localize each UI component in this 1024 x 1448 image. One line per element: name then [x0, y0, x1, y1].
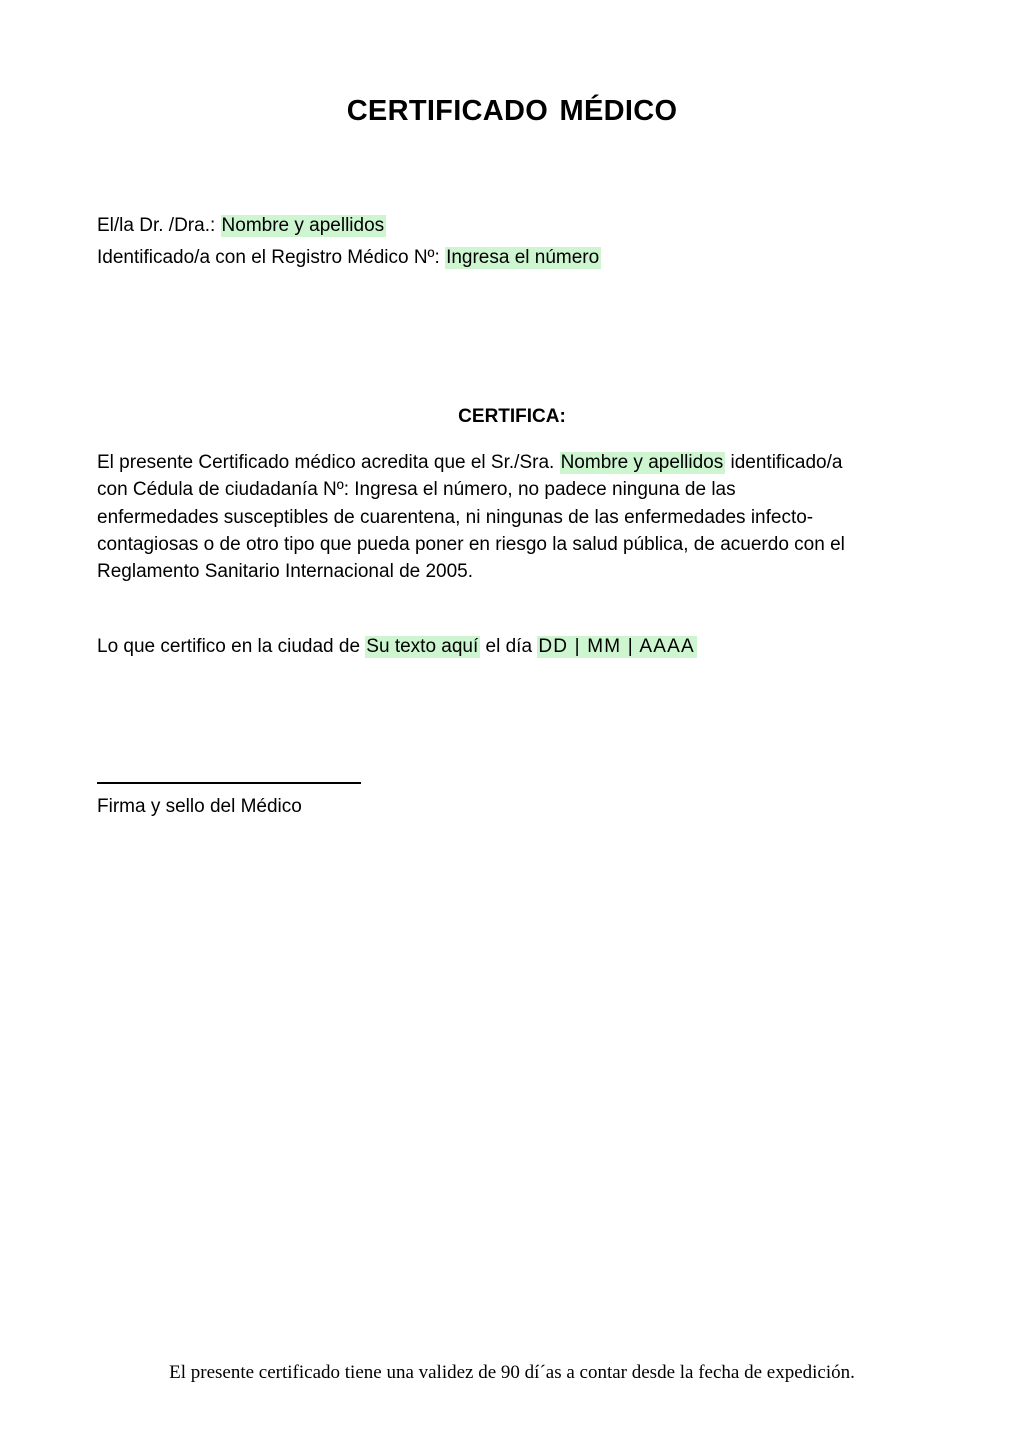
body-line-2: con Cédula de ciudadanía Nº: Ingresa el número, no padece ninguna de las — [97, 479, 736, 501]
body-line-5: Reglamento Sanitario Internacional de 2005. — [97, 561, 474, 583]
section-heading: CERTIFICA: — [458, 406, 566, 427]
date-field[interactable]: DD | MM | AAAA — [538, 636, 695, 657]
body-line-1 — [97, 449, 927, 476]
closing-middle: el día — [480, 636, 538, 657]
city-field[interactable]: Su texto aquí — [366, 636, 479, 657]
doctor-line — [97, 214, 386, 238]
body-line-4: contagiosas o de otro tipo que pueda poner en riesgo la salud pública, de acuerdo con el — [97, 533, 845, 555]
body-line-1-prefix: El presente Certificado médico acredita que el Sr./Sra. — [97, 452, 560, 473]
registry-label: Identificado/a con el Registro Médico Nº: — [97, 247, 446, 268]
closing-prefix: Lo que certifico en la ciudad de — [97, 636, 366, 657]
signature-label: Firma y sello del Médico — [97, 796, 302, 817]
body-line-3: enfermedades susceptibles de cuarentena, ni ningunas de las enfermedades infecto- — [97, 506, 814, 528]
patient-name-field[interactable]: Nombre y apellidos — [560, 452, 724, 473]
signature-line — [97, 782, 361, 784]
body-line-1-suffix: identificado/a — [725, 452, 843, 473]
document-title: CERTIFICADO MÉDICO — [346, 95, 678, 127]
closing-line — [97, 635, 697, 659]
validity-footer-note: El presente certificado tiene una validez de 90 dí´as a contar desde la fecha de expedición. — [169, 1362, 855, 1383]
certification-body — [97, 449, 927, 585]
doctor-name-field[interactable]: Nombre y apellidos — [221, 215, 385, 236]
registry-number-field[interactable]: Ingresa el número — [446, 247, 600, 268]
doctor-label: El/la Dr. /Dra.: — [97, 215, 221, 236]
registry-line — [97, 246, 601, 270]
